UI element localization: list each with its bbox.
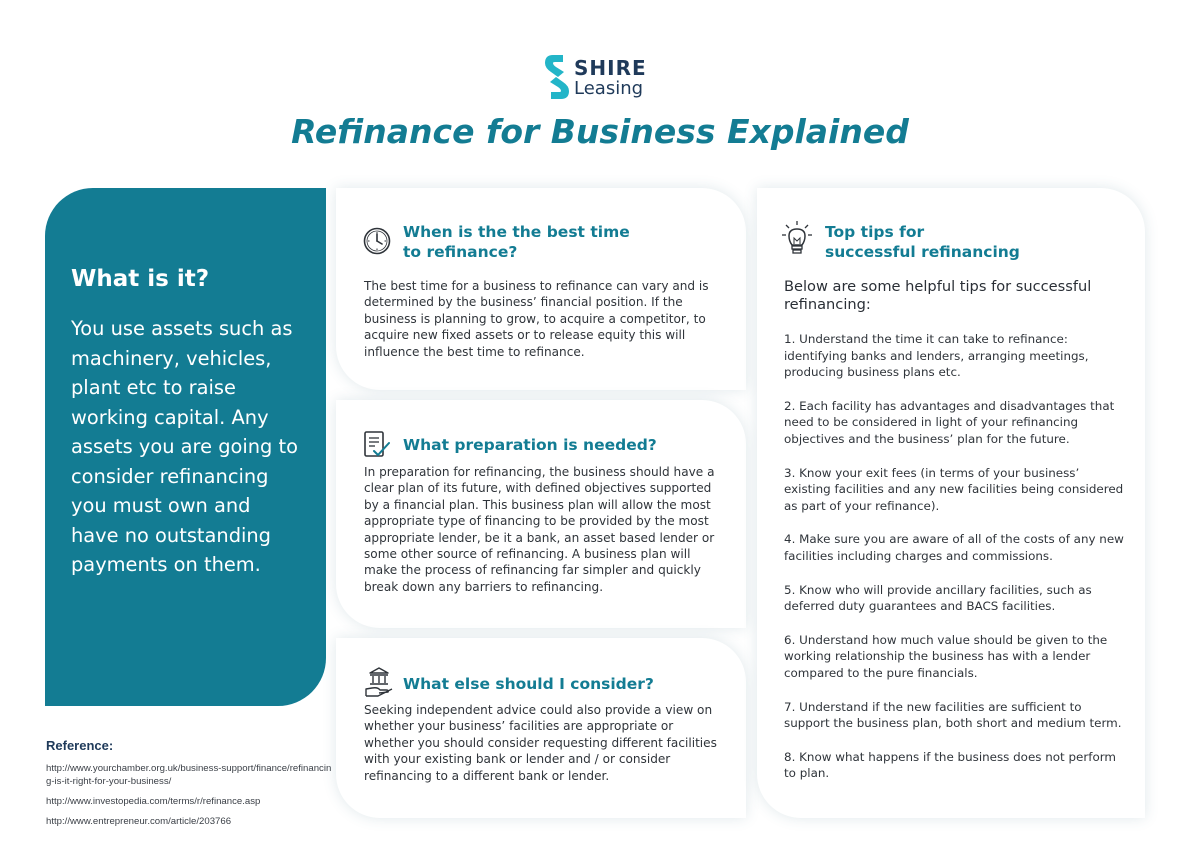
reference-link-entrepreneur[interactable]: http://www.entrepreneur.com/article/203766 <box>46 816 232 827</box>
best-time-title <box>403 222 723 262</box>
clock-icon <box>362 226 392 256</box>
best-time-title-line2: to refinance? <box>403 243 518 261</box>
what-is-it-panel <box>45 188 326 706</box>
best-time-title-line1: When is the the best time <box>403 223 630 241</box>
consider-title: What else should I consider? <box>403 675 654 693</box>
reference-link-yourchamber[interactable]: http://www.yourchamber.org.uk/business-support/finance/refinancing-is-it-right-for-your-business/ <box>46 763 332 787</box>
tip-item: 2. Each facility has advantages and disadvantages that need to be considered in light of your refinancing objectives and the business’ plan for the future. <box>784 398 1115 446</box>
consider-body: Seeking independent advice could also provide a view on whether your business’ facilities are appropriate or whether you should consider requesting different facilities with your existing bank or lender and / or consider refinancing to a different bank or lender. <box>364 703 717 783</box>
checklist-icon <box>362 430 392 460</box>
shire-s-logo-icon <box>544 54 570 100</box>
tip-item: 1. Understand the time it can take to refinance: identifying banks and lenders, arranging meetings, producing business plans etc. <box>784 332 1089 380</box>
lightbulb-icon <box>781 220 813 256</box>
reference-link-investopedia[interactable]: http://www.investopedia.com/terms/r/refinance.asp <box>46 796 261 807</box>
brand-name-top: SHIRE <box>574 56 647 80</box>
top-tips-title-line2: successful refinancing <box>825 243 1020 261</box>
bank-hand-icon <box>364 666 394 698</box>
tip-item: 5. Know who will provide ancillary facilities, such as deferred duty guarantees and BACS facilities. <box>784 582 1092 614</box>
best-time-card <box>336 188 746 390</box>
shire-leasing-logo <box>544 54 664 102</box>
preparation-body: In preparation for refinancing, the business should have a clear plan of its future, with defined objectives supported by a financial plan. This business plan will allow the most appropriate type of financing to be provided by the most appropriate lender, be it a bank, an asset based lender or some other source of refinancing. A business plan will make the process of refinancing far simpler and quickly break down any barriers to refinancing. <box>364 465 715 594</box>
reference-heading: Reference: <box>46 738 114 753</box>
top-tips-list <box>784 331 1129 799</box>
tip-item: 4. Make sure you are aware of all of the costs of any new facilities including charges and commissions. <box>784 532 1124 563</box>
best-time-body: The best time for a business to refinance can vary and is determined by the business’ financial position. If the business is planning to grow, to acquire a competitor, to acquire new fixed assets or to release equity this will influence the best time to refinance. <box>364 279 709 359</box>
page-title: Refinance for Business Explained <box>291 112 909 151</box>
preparation-title: What preparation is needed? <box>403 436 657 454</box>
consider-card <box>336 638 746 818</box>
reference-section <box>46 738 336 835</box>
brand-name-bottom: Leasing <box>574 78 644 99</box>
top-tips-intro: Below are some helpful tips for successful refinancing: <box>784 278 1092 313</box>
tip-item: 8. Know what happens if the business does not perform to plan. <box>784 749 1116 781</box>
tip-item: 6. Understand how much value should be given to the working relationship the business has with a lender compared to the pure financials. <box>784 632 1108 680</box>
tip-item: 3. Know your exit fees (in terms of your business’ existing facilities and any new facilities being considered as part of your refinance). <box>784 465 1124 513</box>
top-tips-title-line1: Top tips for <box>825 223 925 241</box>
preparation-card <box>336 400 746 628</box>
top-tips-title <box>825 222 1125 262</box>
what-is-it-heading: What is it? <box>71 266 210 292</box>
what-is-it-body: You use assets such as machinery, vehicles, plant etc to raise working capital. Any assets you are going to consider refinancing you must own and have no outstanding payments on them. <box>71 317 298 576</box>
tip-item: 7. Understand if the new facilities are sufficient to support the business plan, both short and medium term. <box>784 699 1122 731</box>
top-tips-card <box>757 188 1145 818</box>
